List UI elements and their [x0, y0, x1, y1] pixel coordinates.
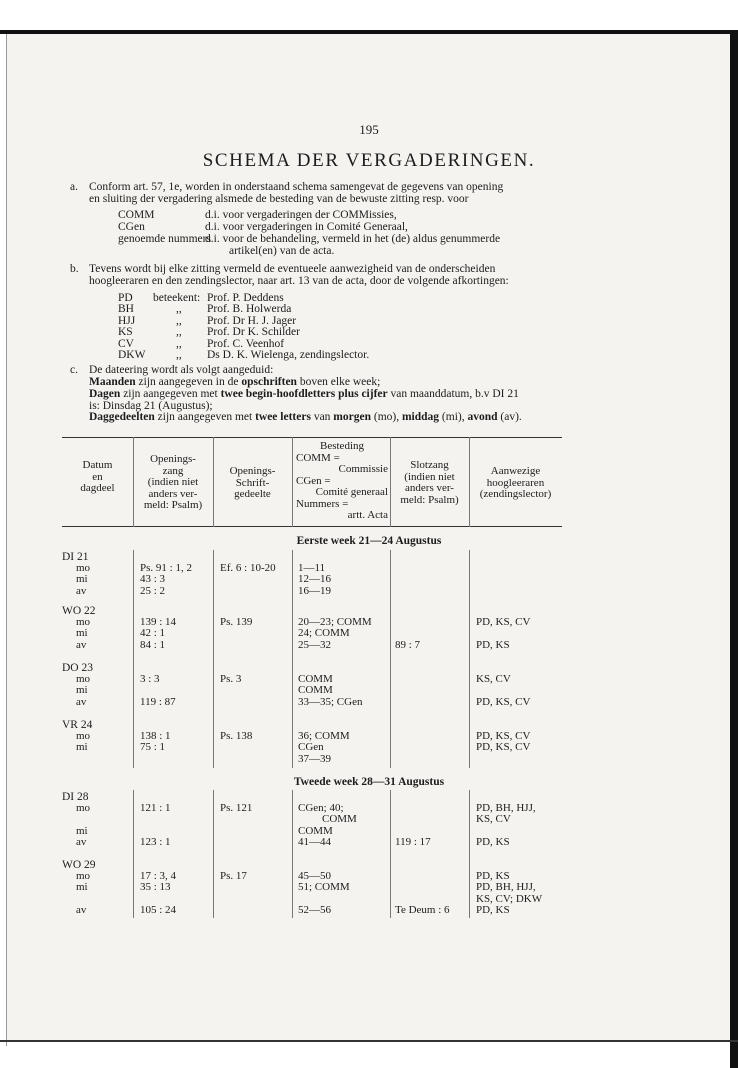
- section-b-line: Tevens wordt bij elke zitting vermeld de eventueele aanwezigheid van de onderscheiden: [89, 263, 496, 275]
- abbrev-code: PD: [118, 292, 133, 304]
- table-cell-best: COMM: [322, 813, 357, 826]
- table-cell-best: CGen: [298, 741, 324, 754]
- scan-border-top: [0, 30, 738, 34]
- column-divider: [213, 550, 214, 768]
- table-cell-best: 41—44: [298, 835, 331, 848]
- bold-term: twee letters: [255, 411, 311, 423]
- table-cell-aanw: KS, CV: [476, 813, 511, 826]
- bold-term: Dagen: [89, 388, 121, 400]
- abbrev-code: DKW: [118, 349, 146, 361]
- abbrev-separator: ,,: [176, 326, 182, 339]
- abbrev-desc: Prof. Dr K. Schilder: [207, 326, 300, 339]
- section-c-line: [89, 411, 522, 423]
- table-cell-slot: 119 : 17: [395, 835, 431, 848]
- table-cell-best: COMM: [298, 824, 333, 837]
- table-top-rule: [62, 437, 562, 438]
- column-header-schrift: Openings-: [229, 465, 276, 477]
- table-cell-zang: 84 : 1: [140, 638, 166, 651]
- text: van maanddatum, b.v DI 21: [387, 388, 519, 400]
- table-cell-best: 36; COMM: [298, 730, 350, 743]
- table-cell-zang: 139 : 14: [140, 616, 177, 629]
- section-a-line: Conform art. 57, 1e, worden in onderstaand schema samengevat de gegevens van opening: [89, 181, 504, 193]
- day-part: mo: [76, 616, 91, 629]
- table-cell-best: COMM: [298, 673, 333, 686]
- section-a-marker: a.: [70, 181, 78, 193]
- text: van: [310, 411, 334, 423]
- abbrev-code: COMM: [118, 209, 155, 221]
- table-cell-best: 52—56: [298, 903, 331, 916]
- column-header-slotzang: anders ver-: [405, 482, 454, 494]
- column-divider: [292, 550, 293, 768]
- day-label: DI 28: [62, 791, 89, 803]
- column-header-aanwezig: Aanwezige: [490, 465, 541, 477]
- column-header-besteding: Besteding: [320, 440, 364, 452]
- table-cell-zang: Ps. 91 : 1, 2: [140, 562, 192, 575]
- column-header-openingszang: zang: [162, 464, 184, 477]
- column-header-besteding: CGen =: [296, 474, 331, 487]
- table-cell-aanw: PD, BH, HJJ,: [476, 881, 536, 894]
- table-cell-aanw: PD, KS, CV: [476, 741, 531, 754]
- table-cell-zang: 121 : 1: [140, 802, 171, 815]
- table-cell-zang: 35 : 13: [140, 881, 171, 894]
- section-c-line: [89, 376, 380, 388]
- column-header-slotzang: (indien niet: [404, 470, 455, 483]
- day-label: DI 21: [62, 551, 89, 563]
- table-cell-zang: 17 : 3, 4: [140, 870, 177, 883]
- table-cell-zang: 75 : 1: [140, 741, 166, 754]
- column-divider: [292, 790, 293, 918]
- abbrev-separator: ,,: [176, 349, 182, 361]
- table-cell-aanw: PD, KS: [476, 870, 510, 883]
- abbrev-desc: Ds D. K. Wielenga, zendingslector.: [207, 349, 370, 361]
- abbrev-desc: Prof. Dr H. J. Jager: [207, 314, 297, 327]
- week-heading: Eerste week 21—24 Augustus: [296, 535, 442, 547]
- day-part: av: [76, 835, 87, 848]
- column-header-besteding: COMM =: [296, 451, 340, 464]
- section-b-marker: b.: [70, 263, 79, 275]
- day-part: mi: [76, 684, 88, 697]
- table-cell-best: 25—32: [298, 638, 331, 651]
- day-part: mi: [76, 573, 88, 586]
- abbrev-code: CGen: [118, 221, 145, 233]
- abbrev-separator: ,,: [176, 337, 182, 350]
- table-cell-aanw: PD, BH, HJJ,: [476, 802, 536, 815]
- column-header-besteding: Comité generaal: [315, 486, 388, 498]
- table-cell-slot: 89 : 7: [395, 638, 421, 651]
- column-divider: [390, 790, 391, 918]
- abbrev-separator: beteekent:: [153, 292, 201, 304]
- table-cell-zang: 3 : 3: [140, 673, 160, 686]
- section-c-line: De dateering wordt als volgt aangeduid:: [89, 364, 274, 376]
- table-cell-best: 20—23; COMM: [298, 616, 372, 629]
- section-a-line: en sluiting der vergadering alsmede de besteding van de bewuste zitting resp. voor: [89, 193, 469, 205]
- column-header-datum: Datum: [82, 459, 113, 471]
- abbrev-separator: ,,: [176, 303, 182, 316]
- column-divider: [133, 550, 134, 768]
- table-cell-aanw: PD, KS: [476, 638, 510, 651]
- table-cell-aanw: PD, KS, CV: [476, 695, 531, 708]
- day-part: av: [76, 638, 87, 651]
- abbrev-desc: Prof. C. Veenhof: [207, 337, 285, 350]
- day-part: mo: [76, 562, 91, 575]
- column-header-aanwezig: hoogleeraren: [486, 476, 545, 489]
- column-header-besteding: artt. Acta: [347, 509, 388, 521]
- column-header-schrift: Schrift-: [235, 476, 270, 489]
- section-c-line: [89, 388, 519, 400]
- scan-top-margin: [0, 0, 738, 30]
- table-cell-aanw: KS, CV: [476, 673, 511, 686]
- column-divider: [133, 790, 134, 918]
- table-cell-best: 16—19: [298, 584, 331, 597]
- column-header-openingszang: meld: Psalm): [143, 499, 203, 511]
- column-header-openingszang: Openings-: [150, 453, 196, 465]
- scan-border-bottom: [0, 1040, 738, 1042]
- abbrev-desc: Prof. P. Deddens: [207, 292, 284, 304]
- table-cell-zang: 119 : 87: [140, 695, 176, 708]
- section-c-marker: c.: [70, 364, 78, 376]
- day-part: av: [76, 584, 87, 597]
- numbers-desc: d.i. voor de behandeling, vermeld in het (de) aldus genummerde: [205, 233, 501, 245]
- text: (mo),: [370, 411, 402, 423]
- day-label: WO 22: [62, 605, 96, 617]
- column-divider: [469, 790, 470, 918]
- abbrev-code: BH: [118, 303, 134, 316]
- table-cell-zang: 42 : 1: [140, 627, 166, 640]
- column-header-slotzang: meld: Psalm): [400, 493, 459, 506]
- table-cell-schrift: Ps. 139: [220, 616, 253, 629]
- column-header-openingszang: anders ver-: [148, 487, 198, 500]
- table-cell-schrift: Ps. 17: [220, 870, 247, 883]
- abbrev-separator: ,,: [176, 314, 182, 327]
- section-b-line: hoogleeraren en den zendingslector, naar art. 13 van de acta, door de volgende afkortingen:: [89, 275, 509, 287]
- column-header-slotzang: Slotzang: [410, 459, 449, 471]
- bold-term: Daggedeelten: [89, 411, 155, 423]
- column-divider: [390, 550, 391, 768]
- bold-term: Maanden: [89, 376, 136, 388]
- abbrev-code: HJJ: [118, 314, 136, 327]
- table-cell-best: 24; COMM: [298, 627, 350, 640]
- bold-term: opschriften: [241, 376, 297, 388]
- day-label: DO 23: [62, 662, 93, 674]
- text: zijn aangegeven met: [154, 411, 256, 423]
- table-cell-best: 1—11: [298, 562, 326, 575]
- table-cell-best: 33—35; CGen: [298, 695, 363, 708]
- table-cell-zang: 43 : 3: [140, 573, 166, 586]
- day-part: mo: [76, 802, 91, 815]
- table-cell-best: 37—39: [298, 752, 331, 765]
- day-part: av: [76, 695, 87, 708]
- column-header-datum: dagdeel: [80, 482, 115, 494]
- column-header-besteding: Commissie: [338, 463, 388, 475]
- text: zijn aangegeven in de: [135, 376, 242, 388]
- day-part: mi: [76, 741, 88, 754]
- scan-border-right: [730, 30, 738, 1068]
- day-part: mi: [76, 824, 88, 837]
- text: (mi),: [439, 411, 468, 423]
- column-divider: [469, 550, 470, 768]
- day-part: mo: [76, 870, 91, 883]
- numbers-desc: artikel(en) van de acta.: [229, 245, 335, 257]
- text: zijn aangegeven met: [120, 388, 221, 400]
- table-cell-best: COMM: [298, 684, 333, 697]
- table-cell-zang: 25 : 2: [140, 584, 166, 597]
- abbrev-desc: d.i. voor vergaderingen der COMMissies,: [205, 209, 397, 221]
- table-cell-best: CGen; 40;: [298, 802, 344, 815]
- day-part: av: [76, 903, 87, 916]
- table-cell-aanw: PD, KS: [476, 903, 510, 916]
- column-header-besteding: Nummers =: [296, 497, 349, 510]
- header-divider: [292, 437, 293, 527]
- text: (av).: [497, 411, 522, 423]
- bold-term: middag: [401, 411, 440, 423]
- day-part: mi: [76, 881, 88, 894]
- bold-term: morgen: [333, 411, 371, 423]
- page-number: 195: [359, 122, 379, 137]
- table-cell-zang: 123 : 1: [140, 835, 171, 848]
- table-cell-best: 51; COMM: [298, 881, 350, 894]
- column-divider: [213, 790, 214, 918]
- day-part: mo: [76, 673, 91, 686]
- abbrev-code: KS: [118, 326, 133, 339]
- numbers-label: genoemde nummers: [118, 233, 211, 245]
- text: boven elke week;: [296, 376, 381, 388]
- table-cell-aanw: PD, KS: [476, 835, 510, 848]
- page-title: SCHEMA DER VERGADERINGEN.: [202, 150, 536, 171]
- table-cell-best: 12—16: [298, 573, 331, 586]
- week-heading: Tweede week 28—31 Augustus: [293, 776, 445, 788]
- column-header-datum: en: [92, 470, 103, 483]
- table-cell-schrift: Ps. 138: [220, 730, 253, 743]
- table-header-rule: [62, 526, 562, 527]
- table-cell-schrift: Ef. 6 : 10-20: [220, 562, 276, 575]
- day-label: VR 24: [62, 719, 93, 731]
- table-cell-slot: Te Deum : 6: [395, 903, 450, 916]
- table-cell-aanw: PD, KS, CV: [476, 730, 531, 743]
- column-header-aanwezig: (zendingslector): [479, 488, 552, 500]
- day-part: mo: [76, 730, 91, 743]
- table-cell-zang: 138 : 1: [140, 730, 171, 743]
- bold-term: avond: [467, 411, 498, 423]
- abbrev-code: CV: [118, 337, 134, 350]
- day-part: mi: [76, 627, 88, 640]
- day-label: WO 29: [62, 859, 96, 871]
- table-cell-schrift: Ps. 121: [220, 802, 253, 815]
- table-cell-aanw: PD, KS, CV: [476, 616, 531, 629]
- column-header-schrift: gedeelte: [234, 488, 271, 500]
- table-cell-aanw: KS, CV; DKW: [476, 892, 543, 905]
- table-cell-zang: 105 : 24: [140, 903, 177, 916]
- abbrev-desc: d.i. voor vergaderingen in Comité Generaal,: [205, 221, 408, 233]
- abbrev-desc: Prof. B. Holwerda: [207, 303, 292, 316]
- section-c-line: is: Dinsdag 21 (Augustus);: [89, 400, 213, 412]
- table-cell-schrift: Ps. 3: [220, 673, 242, 686]
- table-cell-best: 45—50: [298, 870, 331, 883]
- column-header-openingszang: (indien niet: [147, 476, 199, 488]
- bold-term: twee begin-hoofdletters plus cijfer: [220, 388, 388, 400]
